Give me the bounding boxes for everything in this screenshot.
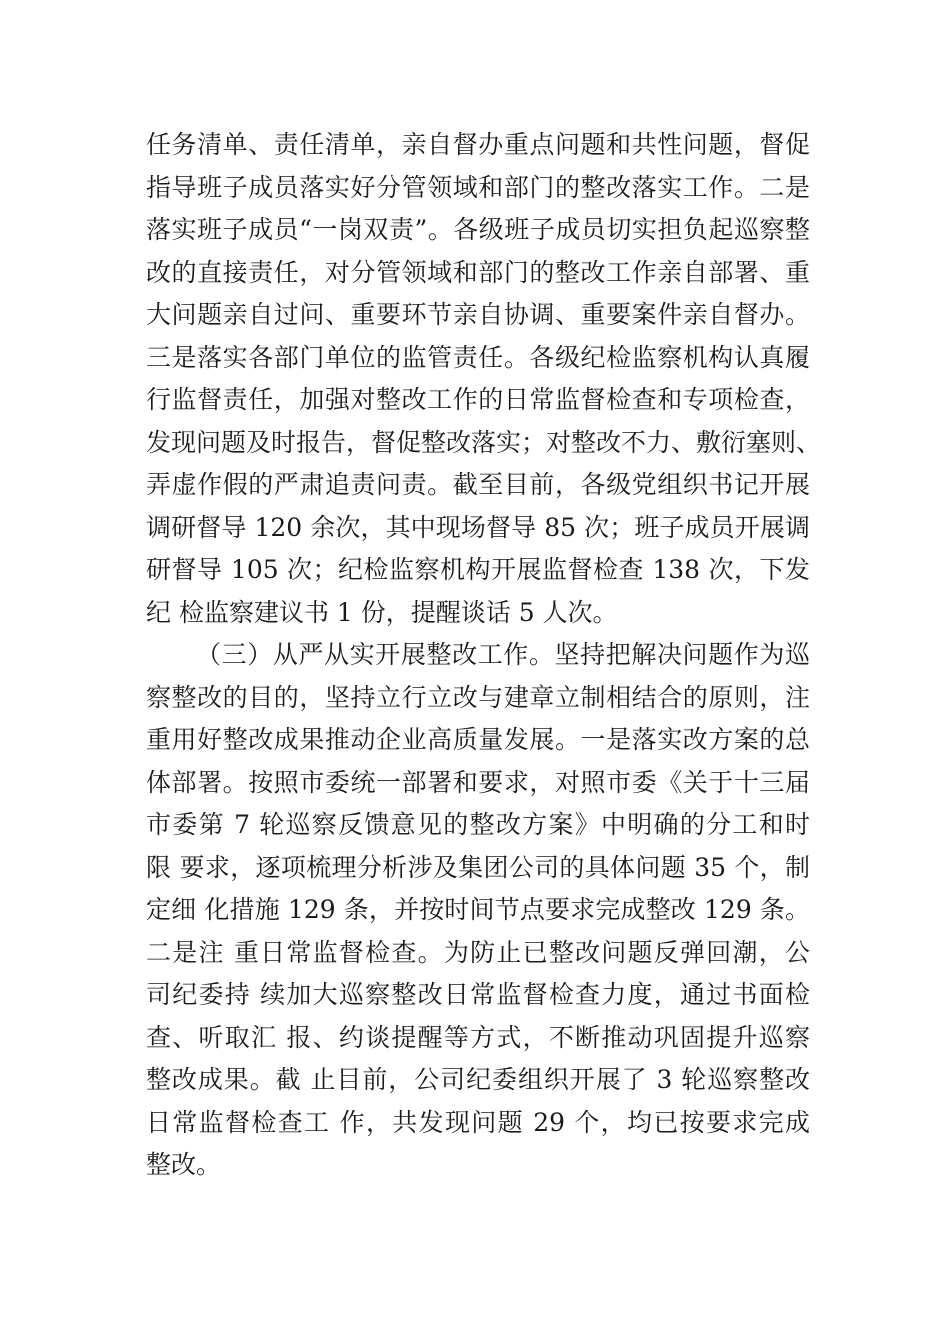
text-line: 指导班子成员落实好分管领域和部门的整改落实工作。二是 xyxy=(146,172,810,202)
text-line: 查、听取汇 报、约谈提醒等方式，不断推动巩固提升巡察 xyxy=(146,1022,810,1052)
text-line: 重用好整改成果推动企业高质量发展。一是落实改方案的总 xyxy=(146,725,810,754)
text-line: 纪 检监察建议书 1 份，提醒谈话 5 人次。 xyxy=(146,597,618,627)
text-line: 二是注 重日常监督检查。为防止已整改问题反弹回潮，公 xyxy=(146,937,810,967)
text-line: 司纪委持 续加大巡察整改日常监督检查力度，通过书面检 xyxy=(146,980,810,1009)
body-text xyxy=(146,124,822,1187)
text-line: 体部署。按照市委统一部署和要求，对照市委《关于十三届 xyxy=(146,767,810,797)
text-line: 三是落实各部门单位的监管责任。各级纪检监察机构认真履 xyxy=(146,342,810,372)
text-line: 察整改的目的，坚持立行立改与建章立制相结合的原则，注 xyxy=(146,682,810,712)
text-line: 任务清单、责任清单，亲自督办重点问题和共性问题，督促 xyxy=(146,130,810,159)
text-line: 定细 化措施 129 条，并按时间节点要求完成整改 129 条。 xyxy=(146,895,810,924)
text-line: 大问题亲自过问、重要环节亲自协调、重要案件亲自督办。 xyxy=(146,300,810,329)
text-line: 行监督责任，加强对整改工作的日常监督检查和专项检查， xyxy=(146,385,810,414)
text-line: 调研督导 120 余次，其中现场督导 85 次；班子成员开展调 xyxy=(146,512,810,542)
text-line: 限 要求，逐项梳理分析涉及集团公司的具体问题 35 个，制 xyxy=(146,852,810,882)
text-line: 研督导 105 次；纪检监察机构开展监督检查 138 次，下发 xyxy=(146,555,810,584)
text-line: 弄虚作假的严肃追责问责。截至目前，各级党组织书记开展 xyxy=(146,470,810,499)
text-line: 市委第 7 轮巡察反馈意见的整改方案》中明确的分工和时 xyxy=(146,810,810,839)
text-line: 整改成果。截 止目前，公司纪委组织开展了 3 轮巡察整改 xyxy=(146,1065,810,1094)
text-line: 整改。 xyxy=(146,1150,222,1179)
text-line: 改的直接责任，对分管领域和部门的整改工作亲自部署、重 xyxy=(146,257,810,287)
text-line: 日常监督检查工 作，共发现问题 29 个，均已按要求完成 xyxy=(146,1107,810,1137)
text-line: （三）从严从实开展整改工作。坚持把解决问题作为巡 xyxy=(196,640,810,669)
text-line: 落实班子成员“一岗双责”。各级班子成员切实担负起巡察整 xyxy=(146,215,810,244)
text-line: 发现问题及时报告，督促整改落实；对整改不力、敷衍塞则、 xyxy=(146,427,822,457)
